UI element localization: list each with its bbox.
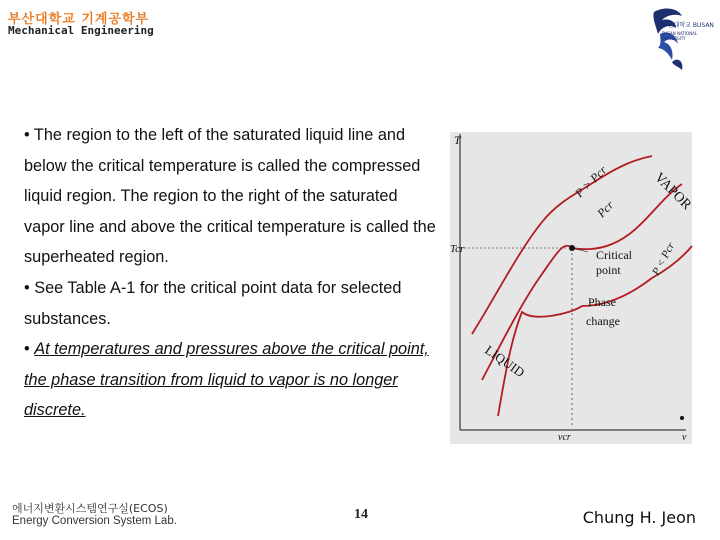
p-lt-pcr-label: P < Pcr [650, 240, 678, 278]
phase-change-label-1: Phase [588, 295, 616, 309]
university-logo [648, 4, 712, 72]
x-axis-label: v [682, 432, 687, 443]
slide-body [24, 120, 440, 426]
vapor-region-label: VAPOR [651, 170, 695, 214]
axis-end-dot [680, 416, 684, 420]
logo-name-en: PUSAN NATIONAL UNIVERSITY [662, 31, 698, 41]
p-gt-pcr-label: P > Pcr [572, 162, 610, 201]
department-title-en: Mechanical Engineering [8, 24, 154, 37]
t-v-diagram-svg [446, 128, 696, 448]
page-number: 14 [354, 507, 368, 522]
vcr-label: vcr [558, 432, 571, 443]
pcr-label: Pcr [594, 197, 617, 221]
t-v-diagram [446, 128, 696, 448]
department-title-kr: 부산대학교 기계공학부 [8, 12, 150, 27]
tcr-label: Tcr [450, 243, 465, 255]
critical-point-label-1: Critical [596, 248, 632, 262]
paragraph-supercritical-text: At temperatures and pressures above the critical point, the phase transition from liquid to vapor is no longer discrete. [24, 340, 429, 420]
liquid-region-label: LIQUID [482, 342, 528, 381]
author-name: Chung H. Jeon [582, 508, 696, 527]
paragraph-supercritical [24, 334, 440, 426]
lab-name-kr: 에너지변환시스템연구실(ECOS) [12, 502, 168, 515]
paragraph-table-reference: • See Table A-1 for the critical point data for selected substances. [24, 278, 402, 328]
critical-point-label-2: point [596, 263, 621, 277]
lab-name-en: Energy Conversion System Lab. [12, 515, 177, 527]
phase-change-label-2: change [586, 314, 620, 328]
y-axis-label: T [454, 133, 461, 147]
paragraph-compressed-region: • The region to the left of the saturated liquid line and below the critical temperature is called the compressed liquid region. The region to the right of the saturated vapor line and above the critical temperature is called the superheated region. [24, 126, 436, 267]
logo-name-kr: 부산대학교 BUSAN [662, 22, 714, 29]
bullet: • [24, 340, 35, 359]
